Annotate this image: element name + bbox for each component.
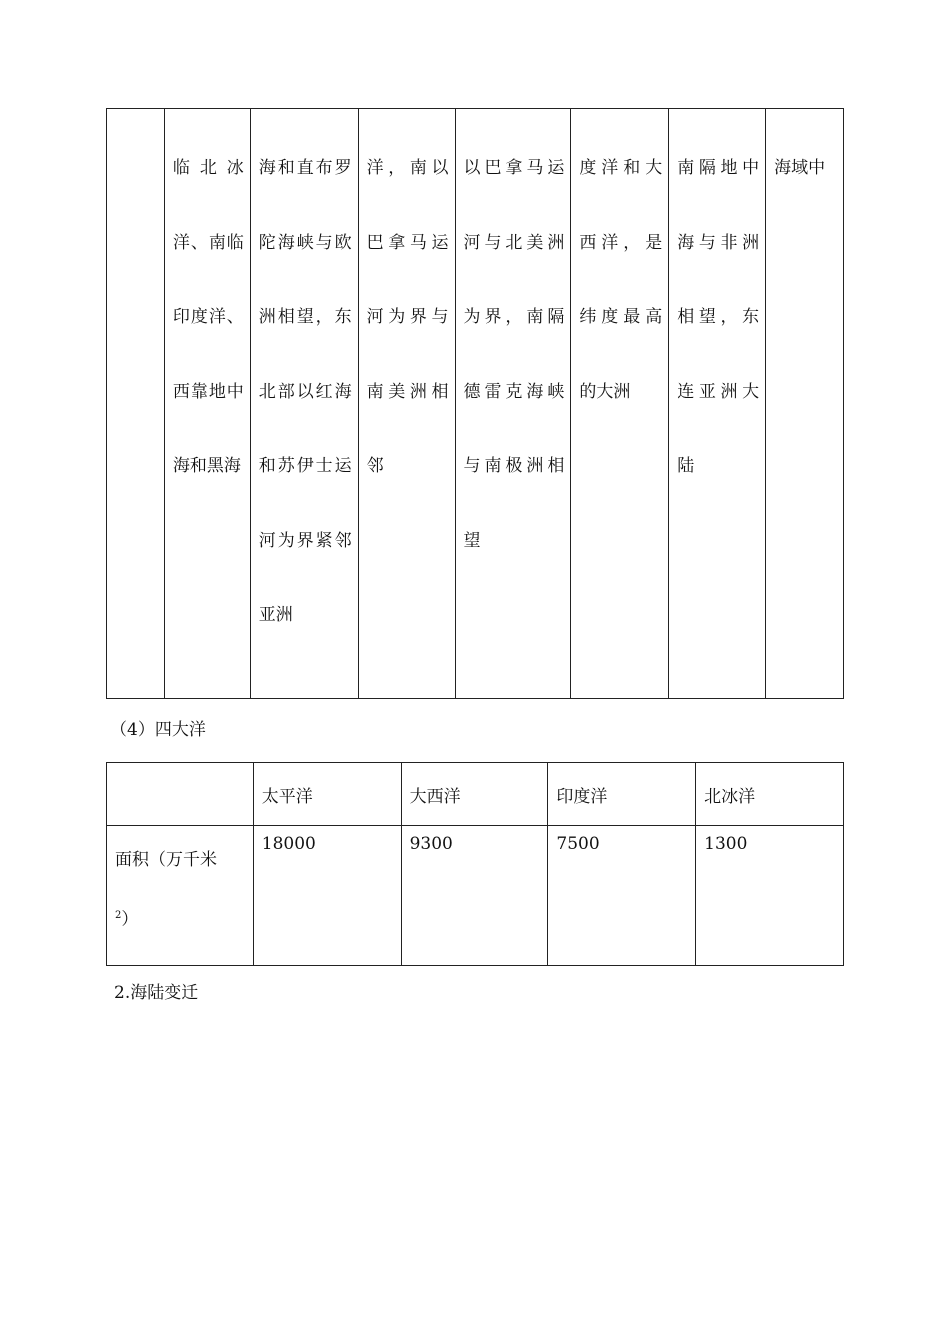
row-label-area	[107, 826, 254, 966]
table-row	[107, 109, 844, 699]
table-cell: 9300	[401, 826, 548, 966]
ocean-area-table	[106, 762, 844, 966]
table-header-cell: 北冰洋	[696, 763, 844, 826]
table-cell: 海域中	[766, 109, 844, 699]
table-header-cell	[107, 763, 254, 826]
continent-position-table	[106, 108, 844, 699]
table-header-cell: 大西洋	[401, 763, 548, 826]
table-header-cell: 太平洋	[253, 763, 401, 826]
section-heading-sea-land-change: 2.海陆变迁	[114, 983, 199, 1003]
table-cell: 南隔地中海与非洲相望，东连亚洲大陆	[669, 109, 766, 699]
table-cell: 18000	[253, 826, 401, 966]
table-cell: 临北冰洋、南临印度洋、西靠地中海和黑海	[164, 109, 250, 699]
table-header-row	[107, 763, 844, 826]
table-cell: 以巴拿马运河与北美洲为界，南隔德雷克海峡与南极洲相望	[455, 109, 571, 699]
section-heading-oceans: （4）四大洋	[110, 720, 206, 740]
unit-superscript: 2	[115, 910, 122, 921]
table-cell: 度洋和大西洋，是纬度最高的大洲	[571, 109, 669, 699]
row-label-tail	[115, 888, 245, 948]
table-row	[107, 826, 844, 966]
table-cell: 1300	[696, 826, 844, 966]
table-header-cell: 印度洋	[548, 763, 696, 826]
table-cell: 7500	[548, 826, 696, 966]
row-label-close: ）	[121, 909, 139, 930]
table-cell	[107, 109, 165, 699]
table-cell: 海和直布罗陀海峡与欧洲相望，东北部以红海和苏伊士运河为界紧邻亚洲	[250, 109, 358, 699]
table-cell: 洋，南以巴拿马运河为界与南美洲相邻	[358, 109, 455, 699]
row-label-text: 面积（万千米	[115, 850, 217, 870]
